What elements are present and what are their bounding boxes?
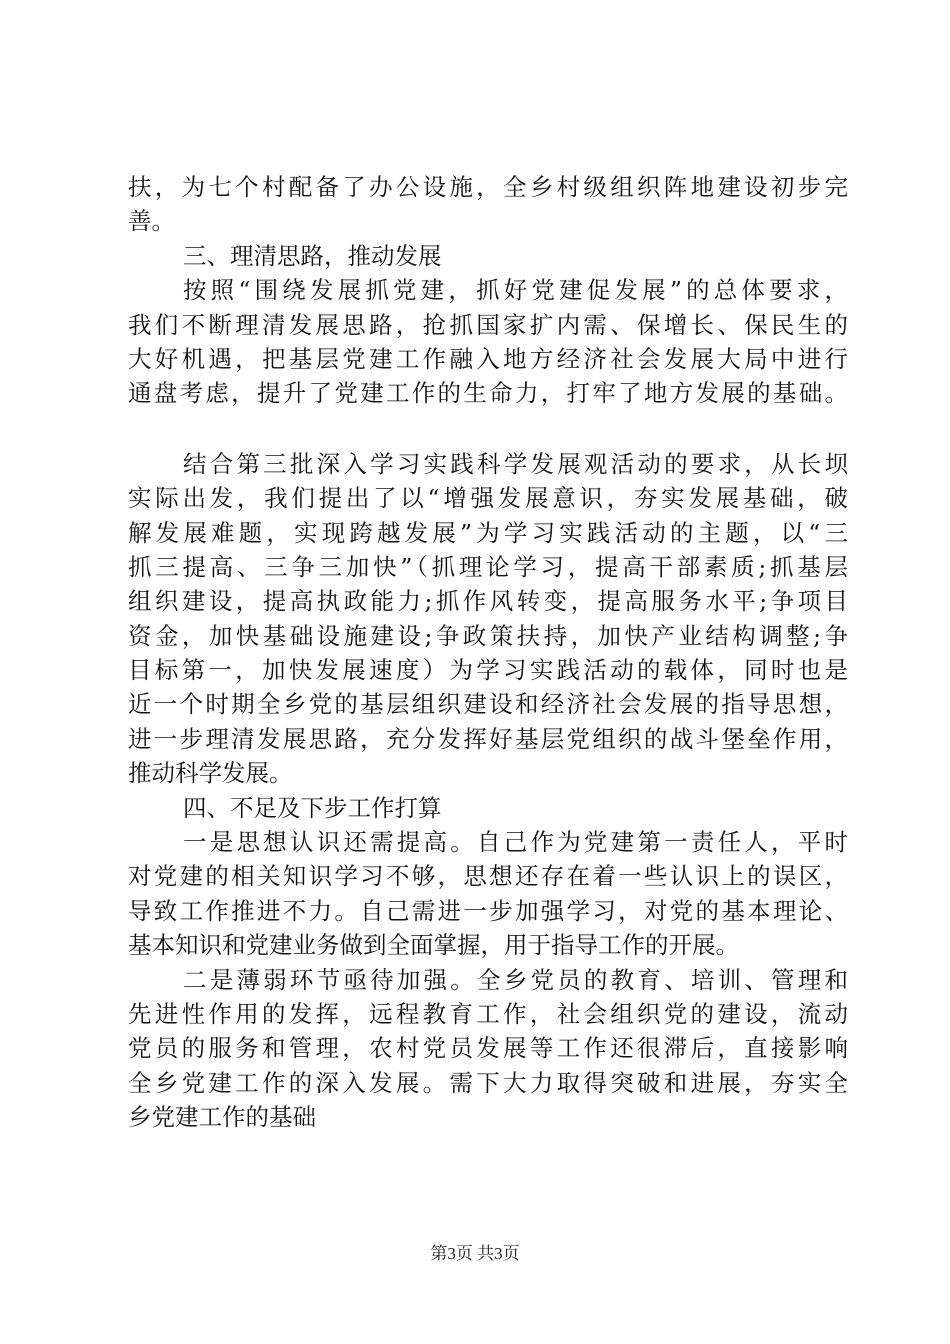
- text-line: 推动科学发展。: [128, 759, 293, 788]
- text-line: 一是思想认识还需提高。自己作为党建第一责任人，平时: [183, 828, 848, 857]
- text-line: 按照“围绕发展抓党建，抓好党建促发展”的总体要求，: [183, 276, 848, 305]
- text-line: 二是薄弱环节亟待加强。全乡党员的教育、培训、管理和: [183, 965, 848, 994]
- page-number-footer: 第3页 共3页: [430, 1244, 520, 1263]
- text-line: 资金，加快基础设施建设;争政策扶持，加快产业结构调整;争: [128, 621, 848, 650]
- text-line: 实际出发，我们提出了以“增强发展意识，夯实发展基础，破: [128, 484, 848, 513]
- text-line: 善。: [128, 207, 175, 236]
- text-line: 全乡党建工作的深入发展。需下大力取得突破和进展，夯实全: [128, 1068, 848, 1097]
- text-line: 进一步理清发展思路，充分发挥好基层党组织的战斗堡垒作用，: [128, 724, 848, 753]
- text-line: 近一个时期全乡党的基层组织建设和经济社会发展的指导思想，: [128, 690, 848, 719]
- section-heading: 四、不足及下步工作打算: [183, 793, 442, 822]
- text-line: 目标第一，加快发展速度）为学习实践活动的载体，同时也是: [128, 656, 848, 685]
- text-line: 党员的服务和管理，农村党员发展等工作还很滞后，直接影响: [128, 1034, 848, 1063]
- text-line: 通盘考虑，提升了党建工作的生命力，打牢了地方发展的基础。: [128, 379, 848, 408]
- text-line: 导致工作推进不力。自己需进一步加强学习，对党的基本理论、: [128, 896, 848, 925]
- text-line: 抓三提高、三争三加快”（抓理论学习，提高干部素质;抓基层: [128, 552, 848, 581]
- text-line: 扶，为七个村配备了办公设施，全乡村级组织阵地建设初步完: [128, 173, 848, 201]
- text-line: 对党建的相关知识学习不够，思想还存在着一些认识上的误区，: [128, 862, 848, 891]
- text-line: 组织建设，提高执政能力;抓作风转变，提高服务水平;争项目: [128, 587, 848, 616]
- text-line: 解发展难题，实现跨越发展”为学习实践活动的主题，以“三: [128, 518, 848, 547]
- text-line: 乡党建工作的基础: [128, 1103, 316, 1132]
- text-line: 结合第三批深入学习实践科学发展观活动的要求，从长坝: [183, 449, 848, 478]
- text-line: 大好机遇，把基层党建工作融入地方经济社会发展大局中进行: [128, 344, 848, 373]
- paragraph-gap: [128, 411, 848, 447]
- text-line: 先进性作用的发挥，远程教育工作，社会组织党的建设，流动: [128, 999, 848, 1028]
- text-line: 基本知识和党建业务做到全面掌握，用于指导工作的开展。: [128, 931, 739, 960]
- document-body: [128, 170, 848, 1135]
- text-line: 我们不断理清发展思路，抢抓国家扩内需、保增长、保民生的: [128, 310, 848, 339]
- section-heading: 三、理清思路，推动发展: [183, 241, 442, 270]
